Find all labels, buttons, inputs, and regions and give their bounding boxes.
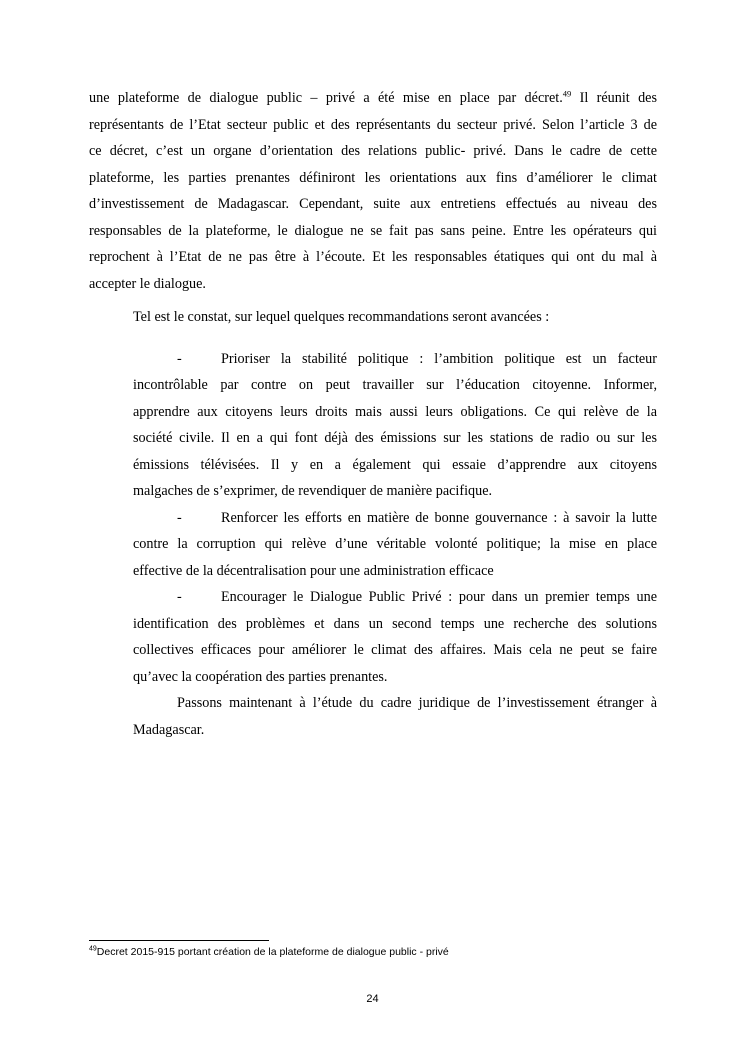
paragraph-line: ce décret, c’est un organe d’orientation des relations public- privé. Dans le cadre de cette [89, 143, 657, 159]
bullet-continuation: société civile. Il en a qui font déjà des émissions sur les stations de radio ou sur les [133, 430, 657, 446]
bullet-continuation: incontrôlable par contre on peut travailler sur l’éducation citoyenne. Informer, [133, 377, 657, 393]
bullet-item-stability [133, 346, 657, 373]
paragraph-line: plateforme, les parties prenantes définiront les orientations aux fins d’améliorer le climat [89, 169, 657, 186]
bullet-dash: - [177, 509, 182, 526]
paragraph-line: accepter le dialogue. [89, 275, 206, 292]
bullet-item-dialogue [133, 584, 657, 611]
bullet-continuation: effective de la décentralisation pour une administration efficace [133, 562, 494, 579]
bullet-continuation: qu’avec la coopération des parties prenantes. [133, 668, 388, 685]
footnote-separator [89, 940, 269, 941]
paragraph-line: responsables de la plateforme, le dialogue ne se fait pas sans peine. Entre les opérateurs qui [89, 222, 657, 239]
bullet-continuation: collectives efficaces pour améliorer le climat des affaires. Mais cela ne peut se faire [133, 642, 657, 658]
footnote-text: Decret 2015-915 portant création de la plateforme de dialogue public - privé [96, 946, 449, 958]
footnote-reference[interactable]: 49 [562, 88, 572, 99]
recommendations-intro: Tel est le constat, sur lequel quelques recommandations seront avancées : [133, 309, 550, 325]
bullet-dash: - [177, 350, 182, 367]
bullet-continuation: malgaches de s’exprimer, de revendiquer de manière pacifique. [133, 483, 493, 499]
paragraph-line: reprochent à l’Etat de ne pas être à l’écoute. Et les responsables étatiques qui ont du mal à [89, 249, 657, 265]
closing-line: Madagascar. [133, 721, 205, 738]
bullet-continuation: identification des problèmes et dans un second temps une recherche des solutions [133, 615, 657, 632]
paragraph-line: une plateforme de dialogue public – privé a été mise en place par décret.$^{49}$ Il réunit des [89, 88, 657, 106]
bullet-continuation: apprendre aux citoyens leurs droits mais aussi leurs obligations. Ce qui relève de la [133, 403, 657, 420]
bullet-dash: - [177, 589, 182, 605]
bullet-first-line: Prioriser la stabilité politique : l’ambition politique est un facteur [221, 350, 657, 367]
bullet-first-line: Encourager le Dialogue Public Privé : pour dans un premier temps une [221, 589, 657, 605]
paragraph-intro [89, 85, 657, 297]
closing-text: Passons maintenant à l’étude du cadre juridique de l’investissement étranger à [177, 695, 657, 711]
bullet-first-line: Renforcer les efforts en matière de bonne gouvernance : à savoir la lutte [221, 509, 657, 526]
bullet-continuation: contre la corruption qui relève d’une véritable volonté politique; la mise en place [133, 536, 657, 552]
footnote-number: 49 [89, 945, 97, 953]
bullet-item-governance [133, 505, 657, 532]
paragraph-line: d’investissement de Madagascar. Cependant, suite aux entretiens effectués au niveau des [89, 196, 657, 212]
footnote [89, 945, 449, 959]
paragraph-line: représentants de l’Etat secteur public et des représentants du secteur privé. Selon l’article 3 de [89, 116, 657, 133]
recommendations-block [133, 304, 657, 743]
closing-first-line [133, 690, 657, 717]
bullet-continuation: émissions télévisées. Il y en a également qui essaie d’apprendre aux citoyens [133, 456, 657, 473]
page-number: 24 [366, 993, 379, 1005]
